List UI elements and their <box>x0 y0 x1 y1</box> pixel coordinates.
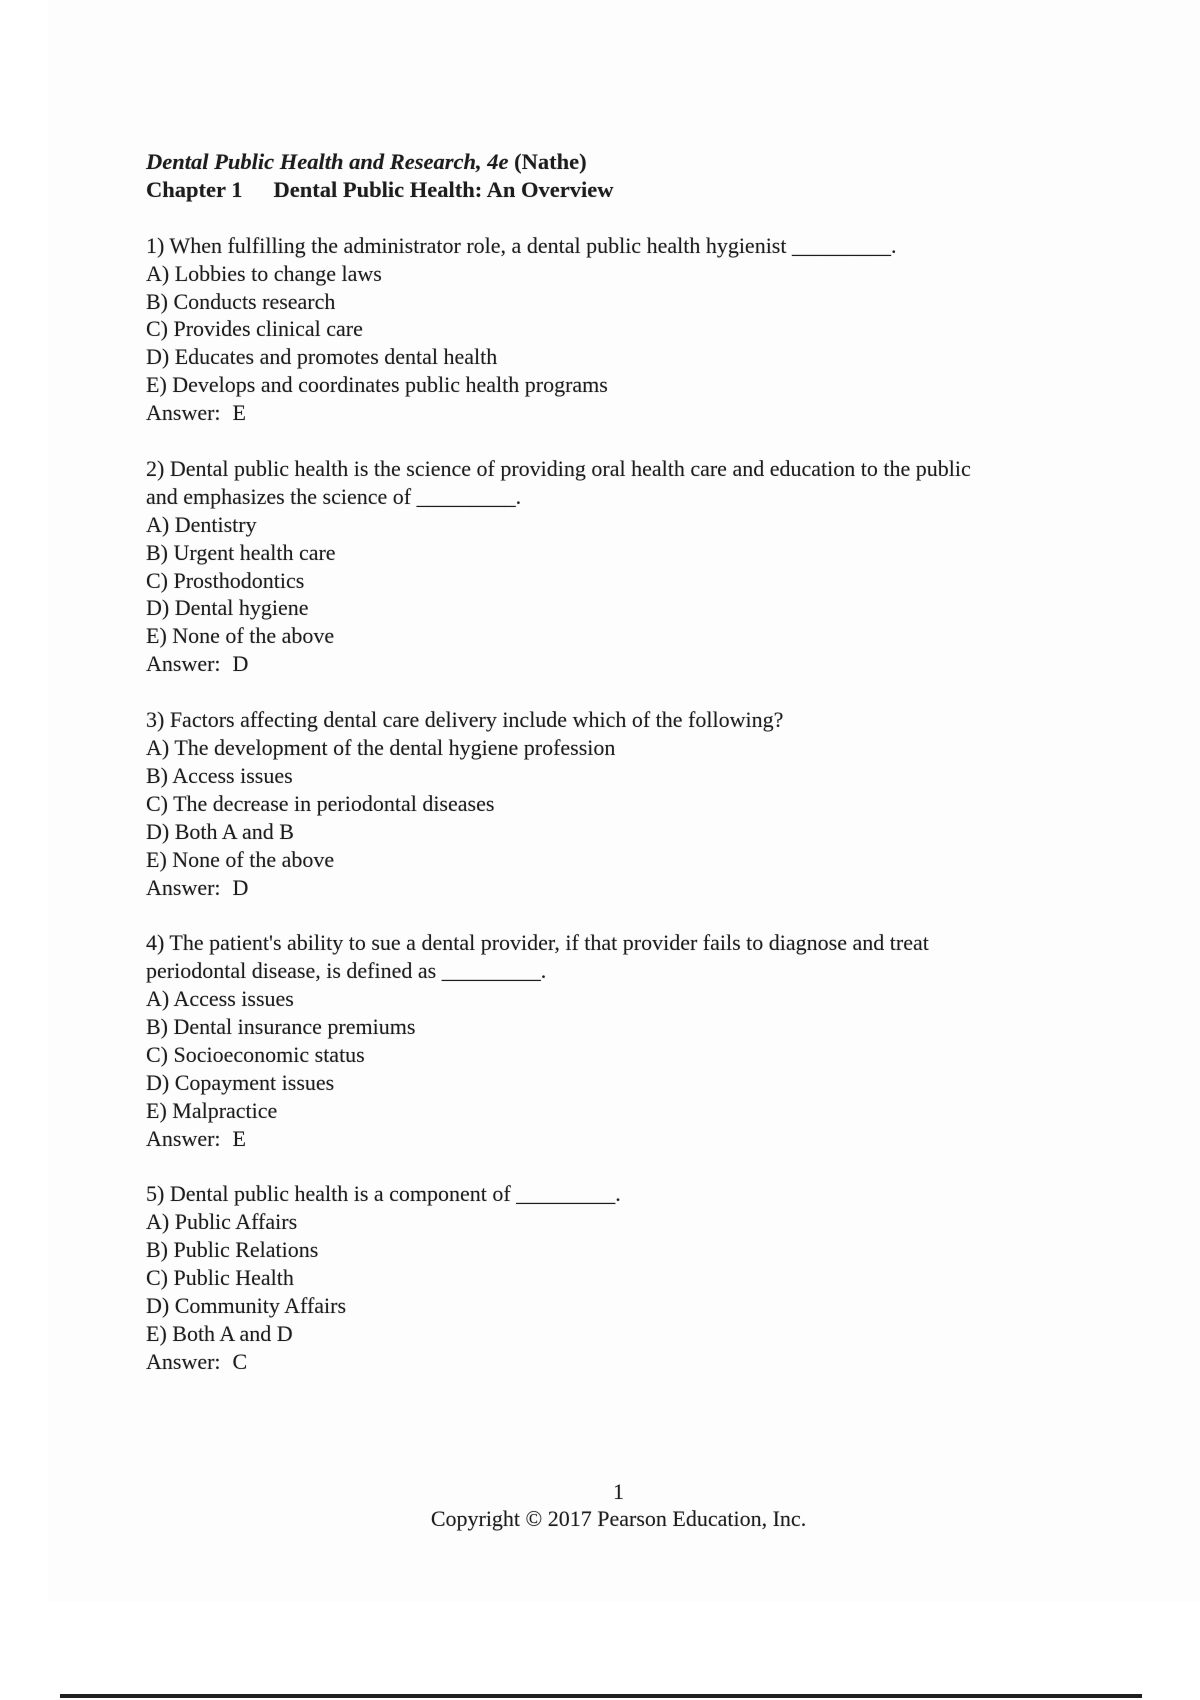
choice-item: D) Community Affairs <box>146 1293 347 1319</box>
choice-item: D) Dental hygiene <box>146 595 309 621</box>
question-block-1 <box>146 232 1156 427</box>
chapter-heading <box>146 176 1156 204</box>
answer-label: Answer: <box>146 1125 221 1151</box>
answer-label: Answer: <box>146 1348 221 1374</box>
answer-value: D <box>232 651 249 677</box>
question-stem-line: 1) When fulfilling the administrator role, a dental public health hygienist _________. <box>146 232 897 258</box>
answer-label: Answer: <box>146 400 221 426</box>
copyright-line: Copyright © 2017 Pearson Education, Inc. <box>430 1506 807 1531</box>
question-stem-line: 4) The patient's ability to sue a dental provider, if that provider fails to diagnose and treat <box>146 930 929 956</box>
bottom-rule <box>60 1694 1142 1698</box>
choice-item: C) Provides clinical care <box>146 316 363 342</box>
answer-line <box>146 874 1156 902</box>
question-block-5 <box>146 1180 1156 1375</box>
choice-item: C) The decrease in periodontal diseases <box>146 790 495 816</box>
header-block <box>146 148 1156 204</box>
choice-item: A) Access issues <box>146 986 294 1012</box>
book-title <box>146 149 587 174</box>
question-block-4 <box>146 929 1156 1152</box>
choice-item: A) The development of the dental hygiene profession <box>146 734 616 760</box>
choice-item: C) Public Health <box>146 1265 294 1291</box>
question-block-2 <box>146 455 1156 678</box>
chapter-title: Dental Public Health: An Overview <box>273 176 614 202</box>
choice-item: E) Both A and D <box>146 1320 293 1346</box>
choice-item: B) Access issues <box>146 762 293 788</box>
answer-line <box>146 1125 1156 1153</box>
book-title-italic: Dental Public Health and Research, 4e <box>146 149 509 174</box>
choice-item: C) Socioeconomic status <box>146 1041 365 1067</box>
question-block-3 <box>146 706 1156 901</box>
choice-item: E) Develops and coordinates public health programs <box>146 372 608 398</box>
book-title-suffix: (Nathe) <box>508 149 587 174</box>
answer-value: E <box>232 400 246 426</box>
question-stem-line: 5) Dental public health is a component of _________. <box>146 1181 621 1207</box>
answer-line <box>146 1348 1156 1376</box>
choice-item: E) None of the above <box>146 623 335 649</box>
answer-line <box>146 399 1156 427</box>
answer-value: D <box>232 874 249 900</box>
answer-value: E <box>232 1125 246 1151</box>
answer-label: Answer: <box>146 651 221 677</box>
choice-item: E) None of the above <box>146 846 335 872</box>
choice-item: B) Conducts research <box>146 288 336 314</box>
choice-item: B) Urgent health care <box>146 539 336 565</box>
choice-item: D) Both A and B <box>146 818 294 844</box>
choice-item: B) Dental insurance premiums <box>146 1014 416 1040</box>
page-content <box>146 148 1156 1404</box>
choice-item: D) Educates and promotes dental health <box>146 344 498 370</box>
page-footer <box>146 1478 1091 1532</box>
choice-item: A) Dentistry <box>146 511 257 537</box>
choice-item: C) Prosthodontics <box>146 567 305 593</box>
page-number: 1 <box>613 1479 624 1504</box>
question-stem-line: and emphasizes the science of _________. <box>146 483 522 509</box>
chapter-label: Chapter 1 <box>146 176 243 202</box>
choice-item: B) Public Relations <box>146 1237 319 1263</box>
choice-item: D) Copayment issues <box>146 1069 335 1095</box>
choice-item: E) Malpractice <box>146 1097 278 1123</box>
answer-value: C <box>232 1348 248 1374</box>
answer-line <box>146 650 1156 678</box>
choice-item: A) Lobbies to change laws <box>146 260 382 286</box>
choice-item: A) Public Affairs <box>146 1209 298 1235</box>
question-stem-line: periodontal disease, is defined as _________. <box>146 958 547 984</box>
question-stem-line: 3) Factors affecting dental care delivery include which of the following? <box>146 707 784 733</box>
question-stem-line: 2) Dental public health is the science of providing oral health care and education to the public <box>146 455 971 481</box>
answer-label: Answer: <box>146 874 221 900</box>
